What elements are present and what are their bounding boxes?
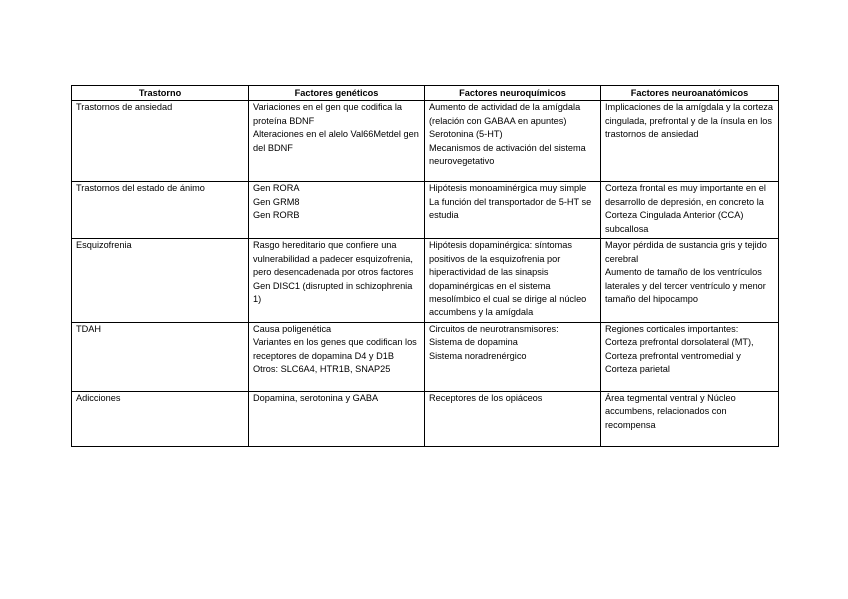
cell-text: Mecanismos de activación del sistema neurovegetativo xyxy=(429,142,586,167)
disorder-name: Trastornos de ansiedad xyxy=(76,102,173,113)
neuroanatomical-cell xyxy=(601,182,779,239)
cell-text: Variantes en los genes que codifican los receptores de dopamina D4 y D1B xyxy=(253,337,417,361)
cell-text: La función del transportador de 5-HT se estudia xyxy=(429,196,592,221)
disorders-factors-table xyxy=(71,85,779,447)
disorder-name: Esquizofrenia xyxy=(76,240,132,251)
cell-text: Alteraciones en el alelo Val66Metdel gen del BDNF xyxy=(253,129,419,153)
cell-text: Gen DISC1 (disrupted in schizophrenia 1) xyxy=(253,280,413,305)
cell-text: Aumento de actividad de la amígdala (relación con GABAA en apuntes) xyxy=(429,102,581,126)
cell-text: Receptores de los opiáceos xyxy=(429,392,543,403)
genetic-cell xyxy=(249,391,425,446)
neuroanatomical-cell xyxy=(601,391,779,446)
disorder-name: Adicciones xyxy=(76,392,121,403)
neurochemical-cell xyxy=(425,391,601,446)
cell-text: Hipótesis dopaminérgica: síntomas positivos de la esquizofrenia por hiperactividad de las sinapsis dopaminérgicas en el sistema mesolímbico el cual se dirige al núcleo accumbens y la amígdala xyxy=(429,240,587,318)
table-row xyxy=(72,239,779,322)
cell-text: Variaciones en el gen que codifica la proteína BDNF xyxy=(253,102,402,126)
genetic-cell xyxy=(249,239,425,322)
cell-text: Serotonina (5-HT) xyxy=(429,129,503,140)
header-neuroanatomical-factors: Factores neuroanatómicos xyxy=(601,86,779,101)
cell-text: Corteza prefrontal dorsolateral (MT), xyxy=(605,337,754,348)
disorder-cell xyxy=(72,182,249,239)
disorder-name: Trastornos del estado de ánimo xyxy=(76,183,205,194)
genetic-cell xyxy=(249,322,425,391)
cell-text: Circuitos de neurotransmisores: xyxy=(429,323,559,334)
table-row xyxy=(72,101,779,182)
cell-text: Otros: SLC6A4, HTR1B, SNAP25 xyxy=(253,364,391,375)
cell-text: Gen RORB xyxy=(253,210,300,221)
disorder-cell xyxy=(72,322,249,391)
cell-text: Hipótesis monoaminérgica muy simple xyxy=(429,183,587,194)
genetic-cell xyxy=(249,182,425,239)
cell-text: Aumento de tamaño de los ventrículos laterales y del tercer ventrículo y menor tamaño del hipocampo xyxy=(605,267,766,305)
cell-text: Rasgo hereditario que confiere una vulnerabilidad a padecer esquizofrenia, pero desencadenada por otros factores xyxy=(253,240,414,278)
cell-text: Regiones corticales importantes: xyxy=(605,323,739,334)
cell-text: Implicaciones de la amígdala y la corteza cingulada, prefrontal y de la ínsula en los trastornos de ansiedad xyxy=(605,102,774,140)
neurochemical-cell xyxy=(425,101,601,182)
neurochemical-cell xyxy=(425,182,601,239)
cell-text: Gen RORA xyxy=(253,183,300,194)
disorder-cell xyxy=(72,391,249,446)
cell-text: Corteza frontal es muy importante en el desarrollo de depresión, en concreto la Corteza Cingulada Anterior (CCA) subcallosa xyxy=(605,183,766,234)
table-row xyxy=(72,182,779,239)
neuroanatomical-cell xyxy=(601,101,779,182)
header-genetic-factors: Factores genéticos xyxy=(249,86,425,101)
cell-text: Gen GRM8 xyxy=(253,196,300,207)
neuroanatomical-cell xyxy=(601,239,779,322)
header-disorder: Trastorno xyxy=(72,86,249,101)
disorder-cell xyxy=(72,101,249,182)
cell-text: Área tegmental ventral y Núcleo accumbens, relacionados con recompensa xyxy=(605,392,736,430)
cell-text: Dopamina, serotonina y GABA xyxy=(253,392,379,403)
cell-text: Sistema de dopamina xyxy=(429,337,518,348)
cell-text: Mayor pérdida de sustancia gris y tejido cerebral xyxy=(605,240,767,264)
neuroanatomical-cell xyxy=(601,322,779,391)
cell-text: Sistema noradrenérgico xyxy=(429,350,527,361)
header-row xyxy=(72,86,779,101)
cell-text: Causa poligenética xyxy=(253,323,332,334)
neurochemical-cell xyxy=(425,322,601,391)
genetic-cell xyxy=(249,101,425,182)
header-neurochemical-factors: Factores neuroquímicos xyxy=(425,86,601,101)
table-row xyxy=(72,322,779,391)
disorder-cell xyxy=(72,239,249,322)
neurochemical-cell xyxy=(425,239,601,322)
cell-text: Corteza parietal xyxy=(605,364,670,375)
cell-text: Corteza prefrontal ventromedial y xyxy=(605,350,741,361)
table-row xyxy=(72,391,779,446)
disorder-name: TDAH xyxy=(76,323,102,334)
